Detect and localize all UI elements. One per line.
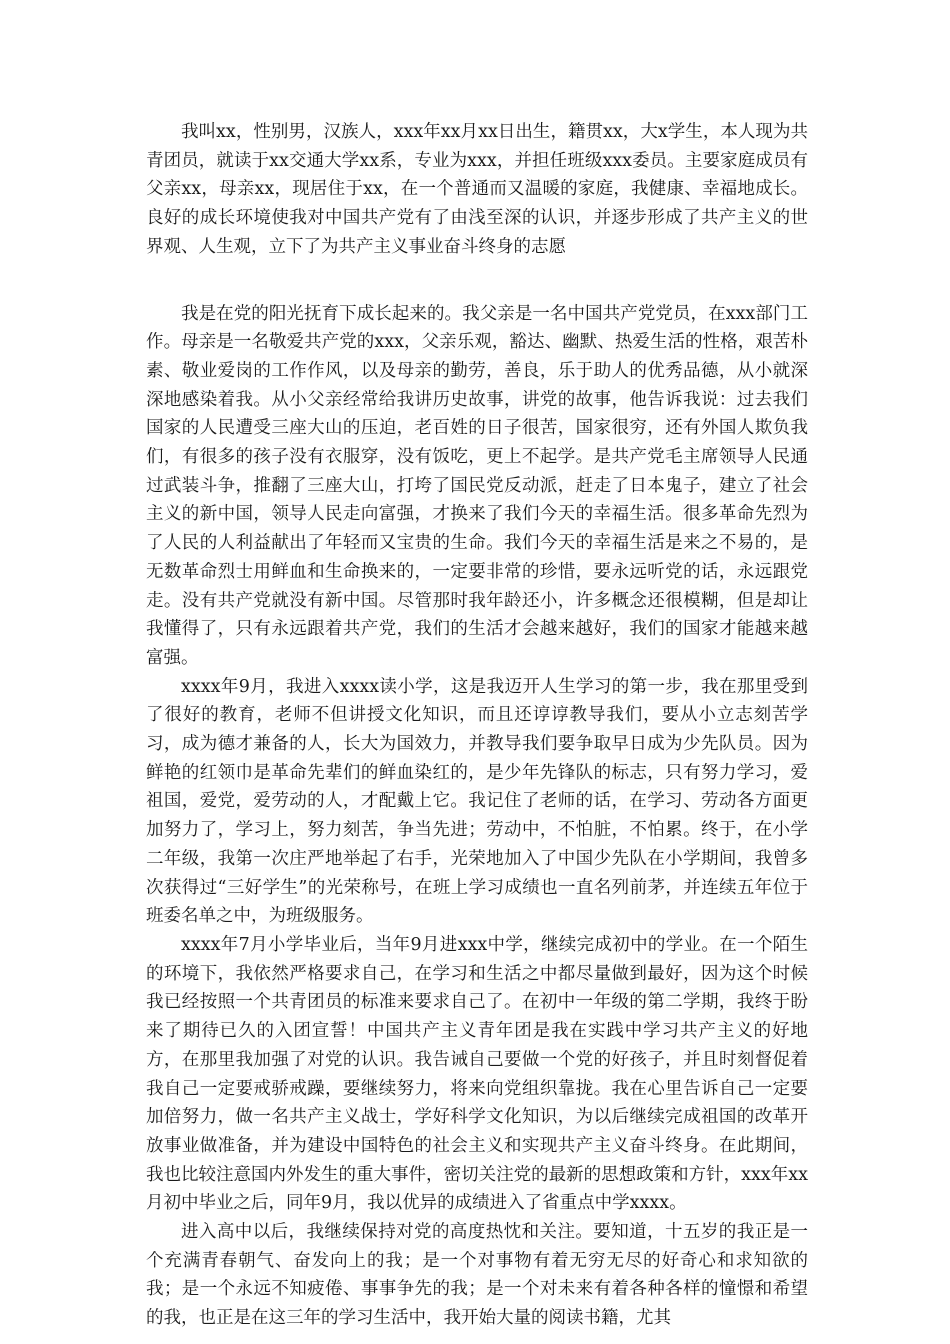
paragraph-gap xyxy=(146,262,808,300)
document-body xyxy=(146,118,808,1333)
paragraph-primary-school: xxxx年9月，我进入xxxx读小学，这是我迈开人生学习的第一步，我在那里受到了很好的教育，老师不但讲授文化知识，而且还谆谆教导我们，要从小立志刻苦学习，成为德才兼备的人，长大为国效力，并教导我们要争取早日成为少先队员。因为鲜艳的红领巾是革命先辈们的鲜血染红的，是少年先锋队的标志，只有努力学习，爱祖国，爱党，爱劳动的人，才配戴上它。我记住了老师的话，在学习、劳动各方面更加努力了，学习上，努力刻苦，争当先进；劳动中，不怕脏，不怕累。终于，在小学二年级，我第一次庄严地举起了右手，光荣地加入了中国少先队在小学期间，我曾多次获得过“三好学生”的光荣称号，在班上学习成绩也一直名列前茅，并连续五年位于班委名单之中，为班级服务。 xyxy=(146,676,808,927)
paragraph-family-influence: 我是在党的阳光抚育下成长起来的。我父亲是一名中国共产党党员，在xxx部门工作。母亲是一名敬爱共产党的xxx，父亲乐观，豁达、幽默、热爱生活的性格，艰苦朴素、敬业爱岗的工作作风，以及母亲的勤劳，善良，乐于助人的优秀品德，从小就深深地感染着我。从小父亲经常给我讲历史故事，讲党的故事，他告诉我说：过去我们国家的人民遭受三座大山的压迫，老百姓的日子很苦，国家很穷，还有外国人欺负我们，有很多的孩子没有衣服穿，没有饭吃，更上不起学。是共产党毛主席领导人民通过武装斗争，推翻了三座大山，打垮了国民党反动派，赶走了日本鬼子，建立了社会主义的新中国，领导人民走向富强，才换来了我们今天的幸福生活。很多革命先烈为了人民的人利益献出了年轻而又宝贵的生命。我们今天的幸福生活是来之不易的，是无数革命烈士用鲜血和生命换来的，一定要非常的珍惜，要永远听党的话，永远跟党走。没有共产党就没有新中国。尽管那时我年龄还小，许多概念还很模糊，但是却让我懂得了，只有永远跟着共产党，我们的生活才会越来越好，我们的国家才能越来越富强。 xyxy=(146,303,808,668)
paragraph-middle-school: xxxx年7月小学毕业后，当年9月进xxx中学，继续完成初中的学业。在一个陌生的环境下，我依然严格要求自己，在学习和生活之中都尽量做到最好，因为这个时候我已经按照一个共青团员的标准来要求自己了。在初中一年级的第二学期，我终于盼来了期待已久的入团宣誓！中国共产主义青年团是我在实践中学习共产主义的好地方，在那里我加强了对党的认识。我告诫自己要做一个党的好孩子，并且时刻督促着我自己一定要戒骄戒躁，要继续努力，将来向党组织靠拢。我在心里告诉自己一定要加倍努力，做一名共产主义战士，学好科学文化知识，为以后继续完成祖国的改革开放事业做准备，并为建设中国特色的社会主义和实现共产主义奋斗终身。在此期间，我也比较注意国内外发生的重大事件，密切关注党的最新的思想政策和方针，xxx年xx月初中毕业之后，同年9月，我以优异的成绩进入了省重点中学xxxx。 xyxy=(146,934,808,1214)
paragraph-high-school: 进入高中以后，我继续保持对党的高度热忱和关注。要知道，十五岁的我正是一个充满青春朝气、奋发向上的我；是一个对事物有着无穷无尽的好奇心和求知欲的我；是一个永远不知疲倦、事事争先的我；是一个对未来有着各种各样的憧憬和希望的我，也正是在这三年的学习生活中，我开始大量的阅读书籍，尤其 xyxy=(146,1222,808,1329)
paragraph-intro: 我叫xx，性别男，汉族人，xxx年xx月xx日出生，籍贯xx，大x学生，本人现为共青团员，就读于xx交通大学xx系，专业为xxx，并担任班级xxx委员。主要家庭成员有父亲xx，母亲xx，现居住于xx，在一个普通而又温暖的家庭，我健康、幸福地成长。良好的成长环境使我对中国共产党有了由浅至深的认识，并逐步形成了共产主义的世界观、人生观，立下了为共产主义事业奋斗终身的志愿 xyxy=(146,122,808,257)
